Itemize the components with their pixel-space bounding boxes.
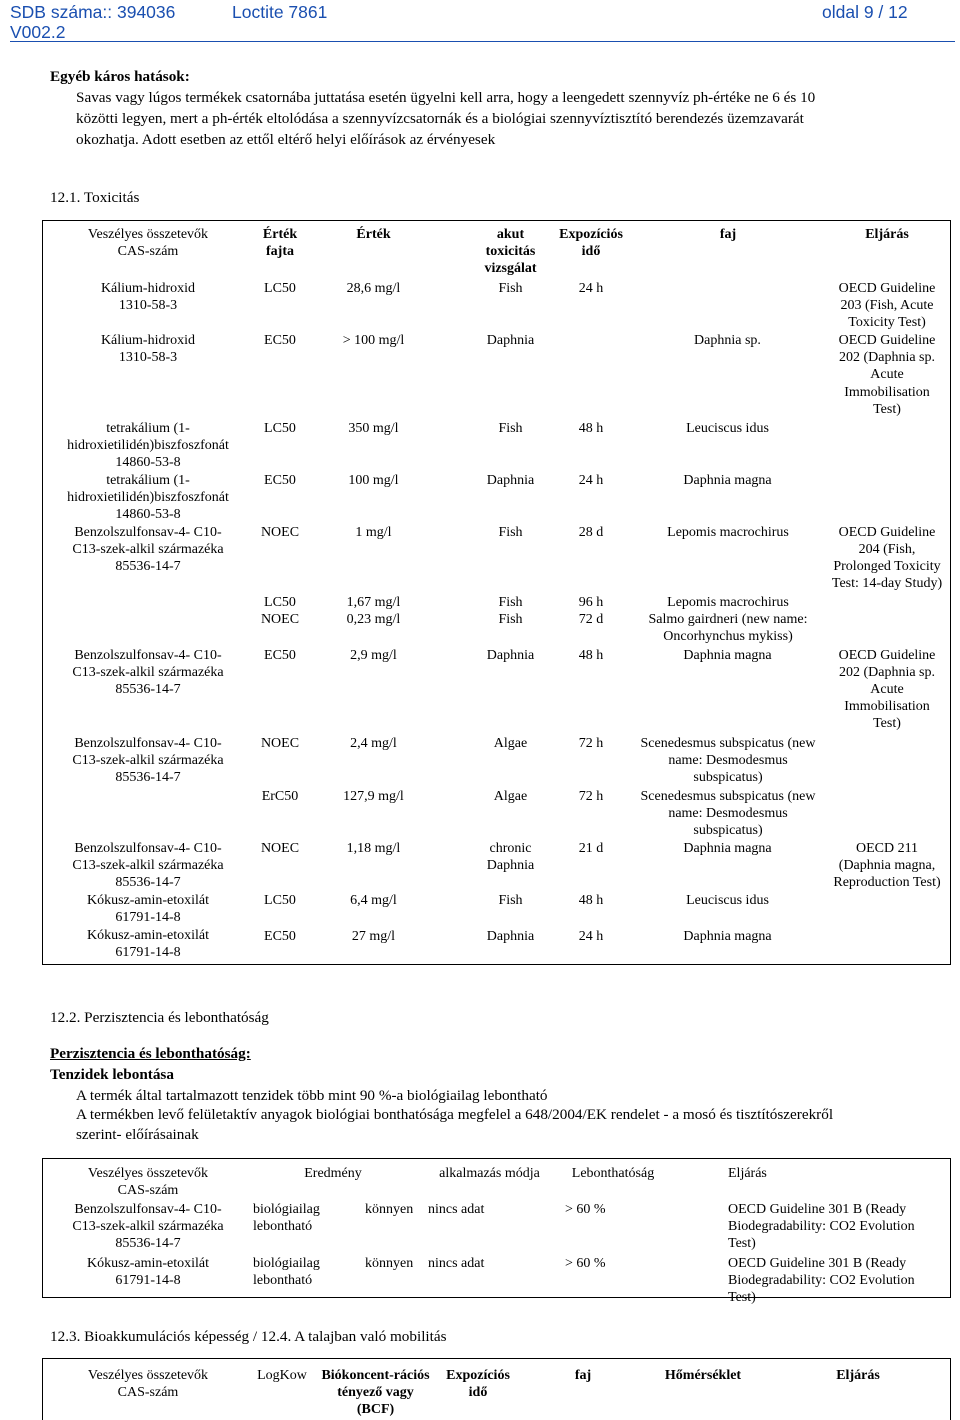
col-header-value-type: Érték (262, 227, 298, 242)
value: 1,18 mg/l (346, 841, 401, 856)
exposure-time: 72 h (578, 736, 604, 751)
value-type: EC50 (264, 929, 296, 944)
header-rule (10, 41, 955, 42)
value-type: LC50 (264, 893, 296, 908)
exposure-time: 24 h (578, 281, 604, 296)
value-type: NOEC (260, 525, 300, 540)
component-cas: 61791-14-8 (115, 910, 181, 925)
value-type: EC50 (264, 648, 296, 663)
species: subspicatus) (693, 770, 763, 785)
other-effects-line-2: közötti legyen, mert a ph-érték eltolódása a szennyvízcsatornák és a biológiai szennyvíztisztító berendezés üzemzavarát (76, 110, 804, 127)
method: 203 (Fish, Acute (840, 298, 934, 313)
tenzid-heading: Tenzidek lebontása (50, 1066, 174, 1083)
method: OECD Guideline 301 B (Ready (728, 1202, 907, 1217)
component-cas: 61791-14-8 (115, 1273, 181, 1288)
col-header-degradability: Lebonthatóság (571, 1166, 655, 1181)
acute-test: Fish (498, 893, 523, 908)
component-name: Kálium-hidroxid (100, 333, 196, 348)
species: Leuciscus idus (686, 893, 769, 908)
method: OECD Guideline (838, 281, 936, 296)
method: Immobilisation (844, 385, 930, 400)
method: Biodegradability: CO2 Evolution (728, 1219, 915, 1234)
method: OECD Guideline 301 B (Ready (728, 1256, 907, 1271)
exposure-time: 48 h (578, 893, 604, 908)
result: biológiailag (253, 1256, 320, 1271)
component-name: C13-szek-alkil származéka (72, 753, 224, 768)
col-header-bcf-3: (BCF) (356, 1402, 395, 1417)
species: Oncorhynchus mykiss) (663, 629, 793, 644)
value: 1 mg/l (355, 525, 392, 540)
col-header-method: Eljárás (865, 227, 909, 242)
value: 127,9 mg/l (343, 789, 404, 804)
method: Acute (870, 682, 904, 697)
component-cas: 85536-14-7 (115, 682, 181, 697)
value: 27 mg/l (351, 929, 396, 944)
col-header-cas: CAS-szám (117, 244, 179, 259)
col-header-result: Eredmény (304, 1166, 362, 1181)
col-header-exposure-2: idő (581, 244, 601, 259)
value: 6,4 mg/l (350, 893, 397, 908)
method: OECD 211 (855, 841, 919, 856)
method: (Daphnia magna, (838, 858, 936, 873)
component-cas: 61791-14-8 (115, 945, 181, 960)
acute-test: Fish (498, 595, 523, 610)
col-header-component: Veszélyes összetevők (87, 1368, 209, 1383)
component-name: Kókusz-amin-etoxilát (86, 893, 210, 908)
other-effects-heading: Egyéb káros hatások: (50, 68, 190, 85)
exposure-time: 96 h (578, 595, 604, 610)
value-type: LC50 (264, 281, 296, 296)
value: 2,9 mg/l (350, 648, 397, 663)
col-header-species: faj (719, 227, 737, 242)
component-cas: 85536-14-7 (115, 770, 181, 785)
exposure-time: 21 d (578, 841, 604, 856)
species: Lepomis macrochirus (667, 525, 789, 540)
toxicity-table (42, 220, 951, 965)
persistence-line-2: A termékben levő felületaktív anyagok biológiai bonthatósága megfelel a 648/2004/EK rendelet - a mosó és tisztítószerekről (76, 1106, 834, 1123)
species: Daphnia magna (683, 841, 772, 856)
species: Daphnia magna (683, 473, 772, 488)
acute-test: Algae (493, 736, 528, 751)
value: 0,23 mg/l (346, 612, 401, 627)
species: Daphnia magna (683, 929, 772, 944)
component-cas: 14860-53-8 (115, 455, 181, 470)
col-header-method: Eljárás (728, 1166, 767, 1181)
acute-test: Fish (498, 421, 523, 436)
col-header-acute-3: vizsgálat (484, 261, 537, 276)
method: Reproduction Test) (833, 875, 941, 890)
species: Leuciscus idus (686, 421, 769, 436)
result: biológiailag (253, 1202, 320, 1217)
method: Test: 14-day Study) (831, 576, 943, 591)
exposure-time: 72 d (578, 612, 604, 627)
acute-test: chronic (489, 841, 532, 856)
value-type: LC50 (264, 595, 296, 610)
toxicity-title: 12.1. Toxicitás (50, 189, 140, 206)
component-cas: 1310-58-3 (118, 298, 178, 313)
method: OECD Guideline (838, 525, 936, 540)
persistence-title: 12.2. Perzisztencia és lebonthatóság (50, 1009, 269, 1026)
component-name: C13-szek-alkil származéka (72, 542, 224, 557)
persistence-subheading: Perzisztencia és lebonthatóság: (50, 1045, 251, 1062)
col-header-cas: CAS-szám (117, 1385, 179, 1400)
mode: nincs adat (428, 1256, 485, 1271)
component-cas: 85536-14-7 (115, 1236, 181, 1251)
method: OECD Guideline (838, 648, 936, 663)
component-name: Benzolszulfonsav-4- C10- (74, 525, 222, 540)
result: lebontható (253, 1273, 313, 1288)
col-header-cas: CAS-szám (117, 1183, 179, 1198)
component-name: Kókusz-amin-etoxilát (86, 1256, 210, 1271)
col-header-method: Eljárás (836, 1368, 880, 1383)
exposure-time: 24 h (578, 929, 604, 944)
component-name: Benzolszulfonsav-4- C10- (74, 648, 222, 663)
species: Lepomis macrochirus (667, 595, 789, 610)
component-name: Benzolszulfonsav-4- C10- (74, 736, 222, 751)
value: 350 mg/l (348, 421, 399, 436)
result: könnyen (365, 1256, 414, 1271)
species: name: Desmodesmus (668, 806, 788, 821)
value-type: NOEC (260, 841, 300, 856)
col-header-mode: alkalmazás módja (439, 1166, 540, 1181)
method: Test) (728, 1290, 756, 1305)
component-name: hidroxietilidén)biszfoszfonát (67, 438, 229, 453)
other-effects-line-3: okozhatja. Adott esetben az ettől eltérő helyi előírások az érvényesek (76, 131, 496, 148)
acute-test: Fish (498, 612, 523, 627)
component-name: tetrakálium (1- (106, 421, 190, 436)
col-header-exposure-2: idő (468, 1385, 488, 1400)
value-type: ErC50 (261, 789, 299, 804)
sdb-number: SDB száma:: 394036 (10, 2, 176, 22)
species: Salmo gairdneri (new name: (648, 612, 808, 627)
method: 202 (Daphnia sp. (838, 350, 936, 365)
method: Toxicity Test) (848, 315, 926, 330)
col-header-acute-1: akut (496, 227, 525, 242)
exposure-time: 48 h (578, 648, 604, 663)
value: 1,67 mg/l (346, 595, 401, 610)
acute-test: Daphnia (486, 333, 535, 348)
acute-test: Daphnia (486, 858, 535, 873)
persistence-line-3: szerint- előírásainak (76, 1126, 199, 1143)
col-header-species: faj (574, 1368, 592, 1383)
exposure-time: 72 h (578, 789, 604, 804)
species: name: Desmodesmus (668, 753, 788, 768)
acute-test: Fish (498, 525, 523, 540)
component-name: Kókusz-amin-etoxilát (86, 928, 210, 943)
acute-test: Daphnia (486, 648, 535, 663)
col-header-value: Érték (356, 227, 391, 242)
value: 2,4 mg/l (350, 736, 397, 751)
method: Test) (873, 402, 901, 417)
component-cas: 85536-14-7 (115, 559, 181, 574)
exposure-time: 48 h (578, 421, 604, 436)
persistence-line-1: A termék által tartalmazott tenzidek több mint 90 %-a biológiailag lebontható (76, 1087, 548, 1104)
bioaccumulation-table (42, 1358, 951, 1420)
method: Acute (870, 367, 904, 382)
product-name: Loctite 7861 (232, 2, 328, 22)
component-cas: 85536-14-7 (115, 875, 181, 890)
version-number: V002.2 (10, 22, 66, 42)
method: Test) (873, 716, 901, 731)
method: OECD Guideline (838, 333, 936, 348)
component-name: Benzolszulfonsav-4- C10- (74, 1202, 222, 1217)
acute-test: Fish (498, 281, 523, 296)
component-name: hidroxietilidén)biszfoszfonát (67, 490, 229, 505)
col-header-value-type-2: fajta (266, 244, 294, 259)
method: 204 (Fish, (858, 542, 916, 557)
method: 202 (Daphnia sp. (838, 665, 936, 680)
degradability: > 60 % (565, 1202, 606, 1217)
species: Daphnia magna (683, 648, 772, 663)
page-header (10, 0, 955, 44)
species: Daphnia sp. (694, 333, 761, 348)
header-line-1 (10, 0, 955, 22)
result: lebontható (253, 1219, 313, 1234)
component-name: C13-szek-alkil származéka (72, 665, 224, 680)
species: Scenedesmus subspicatus (new (640, 789, 816, 804)
col-header-exposure-1: Expozíciós (446, 1368, 510, 1383)
component-name: Kálium-hidroxid (100, 281, 196, 296)
component-name: Benzolszulfonsav-4- C10- (74, 841, 222, 856)
col-header-bcf-2: tényező vagy (337, 1385, 414, 1400)
component-name: C13-szek-alkil származéka (72, 1219, 224, 1234)
col-header-acute-2: toxicitás (485, 244, 536, 259)
exposure-time: 24 h (578, 473, 604, 488)
method: Prolonged Toxicity (833, 559, 941, 574)
component-name: tetrakálium (1- (106, 473, 190, 488)
bioaccumulation-title: 12.3. Bioakkumulációs képesség / 12.4. A talajban való mobilitás (50, 1328, 447, 1345)
component-name: C13-szek-alkil származéka (72, 858, 224, 873)
value-type: EC50 (264, 473, 296, 488)
mode: nincs adat (428, 1202, 485, 1217)
value-type: LC50 (264, 421, 296, 436)
degradability: > 60 % (565, 1256, 606, 1271)
component-cas: 14860-53-8 (115, 507, 181, 522)
exposure-time: 28 d (578, 525, 604, 540)
value-type: NOEC (260, 736, 300, 751)
acute-test: Algae (493, 789, 528, 804)
col-header-component: Veszélyes összetevők (87, 227, 209, 242)
acute-test: Daphnia (486, 929, 535, 944)
other-effects-line-1: Savas vagy lúgos termékek csatornába juttatása esetén ügyelni kell arra, hogy a leengedett szennyvíz ph-értéke ne 6 és 10 (76, 89, 816, 106)
component-cas: 1310-58-3 (118, 350, 178, 365)
value: 100 mg/l (348, 473, 399, 488)
method: Biodegradability: CO2 Evolution (728, 1273, 915, 1288)
acute-test: Daphnia (486, 473, 535, 488)
species: subspicatus) (693, 823, 763, 838)
col-header-bcf-1: Biókoncent-rációs (321, 1368, 430, 1383)
col-header-component: Veszélyes összetevők (87, 1166, 209, 1181)
value-type: EC50 (264, 333, 296, 348)
page-number: oldal 9 / 12 (822, 2, 908, 22)
value: 28,6 mg/l (346, 281, 401, 296)
biodegradation-table (42, 1158, 951, 1305)
method: Test) (728, 1236, 756, 1251)
value-type: NOEC (260, 612, 300, 627)
col-header-exposure-1: Expozíciós (559, 227, 623, 242)
value: > 100 mg/l (342, 333, 405, 348)
col-header-logkow: LogKow (257, 1368, 307, 1383)
result: könnyen (365, 1202, 414, 1217)
method: Immobilisation (844, 699, 930, 714)
col-header-temperature: Hőmérséklet (664, 1368, 742, 1383)
species: Scenedesmus subspicatus (new (640, 736, 816, 751)
